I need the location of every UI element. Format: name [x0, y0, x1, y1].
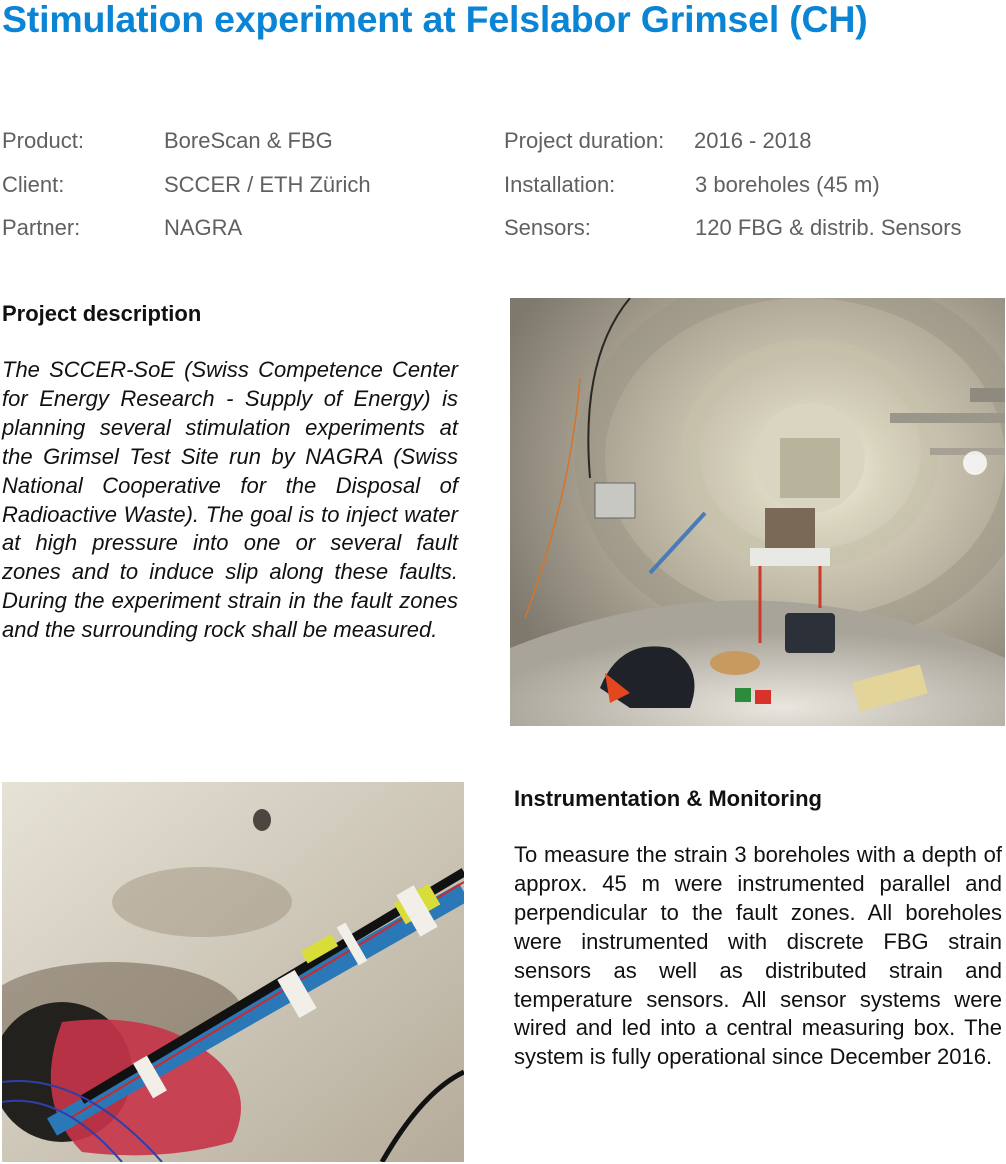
- meta-row-duration: [504, 128, 812, 154]
- meta-row-sensors: [504, 215, 962, 241]
- meta-label: Client:: [2, 172, 65, 197]
- meta-label: Installation:: [504, 172, 616, 197]
- meta-value: SCCER / ETH Zürich: [164, 172, 371, 197]
- meta-value: BoreScan & FBG: [164, 128, 333, 153]
- meta-row-client: [2, 172, 371, 198]
- project-description-heading: Project description: [2, 301, 202, 326]
- instrumentation-text: To measure the strain 3 boreholes with a depth of approx. 45 m were instrumented parallel and perpendicular to the fault zones. All boreholes were instrumented with discrete FBG strain sensors as well as distributed strain and temperature sensors. All sensor systems were wired and led into a central measuring box. The system is fully operational since December 2016.: [514, 842, 1002, 1070]
- page-title: Stimulation experiment at Felslabor Grimsel (CH): [2, 0, 868, 40]
- meta-value: 120 FBG & distrib. Sensors: [695, 215, 962, 240]
- project-description-text: The SCCER-SoE (Swiss Competence Center for Energy Research - Supply of Energy) is planning several stimulation experiments at the Grimsel Test Site run by NAGRA (Swiss National Cooperative for the Disposal of Radioactive Waste). The goal is to inject water at high pressure into one or several fault zones and to induce slip along these faults. During the experiment strain in the fault zones and the surrounding rock shall be measured.: [2, 357, 458, 643]
- meta-row-installation: [504, 172, 880, 198]
- meta-label: Product:: [2, 128, 84, 153]
- meta-label: Partner:: [2, 215, 81, 240]
- borehole-cable-photo: [2, 782, 464, 1162]
- meta-row-product: [2, 128, 333, 154]
- instrumentation-heading: Instrumentation & Monitoring: [514, 786, 822, 811]
- meta-row-partner: [2, 215, 243, 241]
- tunnel-photo: [510, 298, 1005, 726]
- meta-value: 2016 - 2018: [694, 128, 812, 153]
- meta-value: 3 boreholes (45 m): [695, 172, 880, 197]
- meta-label: Sensors:: [504, 215, 591, 240]
- meta-label: Project duration:: [504, 128, 665, 153]
- meta-value: NAGRA: [164, 215, 243, 240]
